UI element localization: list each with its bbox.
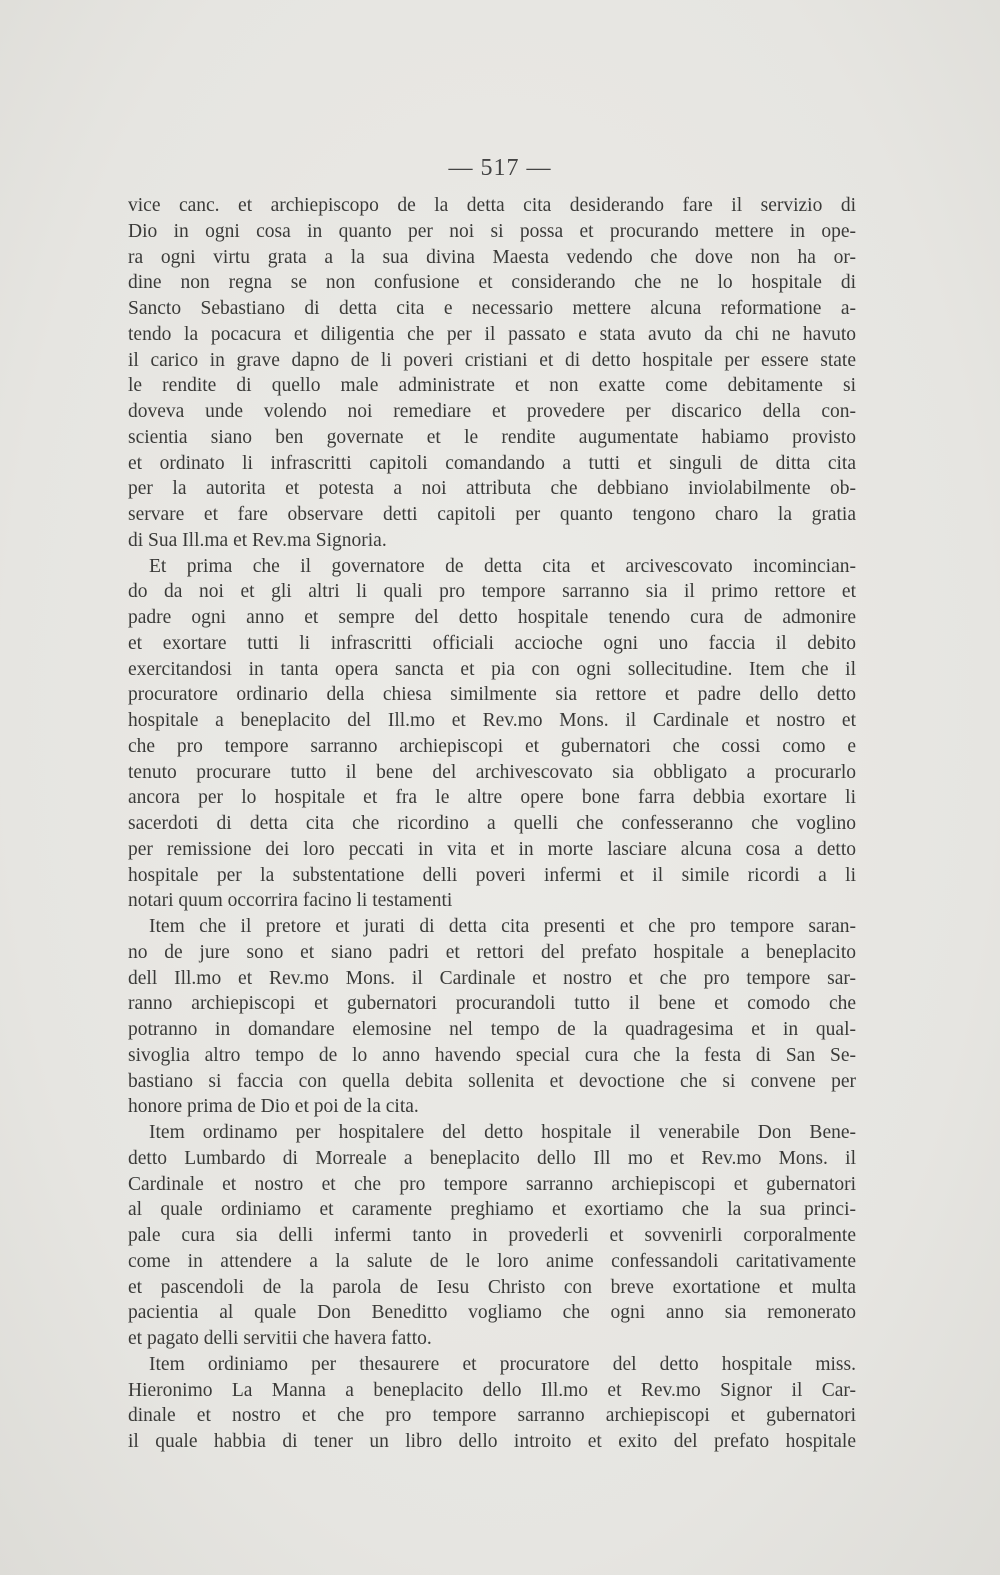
text-line: tenuto procurare tutto il bene del archivescovato sia obbligato a procurarlo — [128, 761, 856, 783]
text-line: le rendite di quello male administrate et non exatte come debitamente si — [128, 375, 856, 397]
text-line: Cardinale et nostro et che pro tempore sarranno archiepiscopi et gubernatori — [128, 1173, 856, 1195]
page-number: — 517 — — [448, 155, 552, 181]
text-line: do da noi et gli altri li quali pro tempore sarranno sia il primo rettore et — [128, 581, 856, 603]
text-line: sivoglia altro tempo de lo anno havendo special cura che la festa di San Se- — [128, 1044, 856, 1066]
text-line: hospitale per la substentatione delli poveri infermi et il simile ricordi a li — [128, 864, 856, 886]
text-line: scientia siano ben governate et le rendite augumentate habiamo provisto — [128, 426, 856, 448]
text-line: procuratore ordinario della chiesa similmente sia rettore et padre dello detto — [128, 684, 856, 706]
text-line: dinale et nostro et che pro tempore sarranno archiepiscopi et gubernatori — [128, 1405, 856, 1427]
text-line: Item ordinamo per hospitalere del detto hospitale il venerabile Don Bene- — [149, 1122, 856, 1143]
text-line: et exortare tutti li infrascritti officiali accioche ogni uno faccia il debito — [128, 632, 856, 654]
text-line: ra ogni virtu grata a la sua divina Maesta vedendo che dove non ha or- — [128, 246, 856, 268]
text-line: notari quum occorrira facino li testamenti — [128, 890, 453, 912]
text-line: per la autorita et potesta a noi attributa che debbiano inviolabilmente ob- — [128, 478, 856, 500]
text-line: et pagato delli servitii che havera fatto. — [128, 1328, 432, 1349]
text-line: bastiano si faccia con quella debita sollenita et devoctione che si convene per — [128, 1070, 856, 1092]
text-line: no de jure sono et siano padri et rettori del prefato hospitale a beneplacito — [128, 941, 856, 963]
text-line: Sancto Sebastiano di detta cita e necessario mettere alcuna reformatione a- — [128, 298, 856, 319]
text-line: di Sua Ill.ma et Rev.ma Signoria. — [128, 529, 387, 551]
text-line: dine non regna se non confusione et considerando che ne lo hospitale di — [128, 272, 856, 294]
body-text — [128, 193, 856, 1455]
text-line: Dio in ogni cosa in quanto per noi si possa et procurando mettere in ope- — [128, 220, 856, 242]
text-line: pale cura sia delli infermi tanto in provederli et sovvenirli corporalmente — [128, 1225, 856, 1246]
text-line: hospitale a beneplacito del Ill.mo et Rev.mo Mons. il Cardinale et nostro et — [128, 710, 856, 731]
text-line: il carico in grave dapno de li poveri cristiani et di detto hospitale per essere state — [128, 349, 856, 371]
text-line: come in attendere a la salute de le loro anime confessandoli caritativamente — [128, 1250, 856, 1272]
text-line: et pascendoli de la parola de Iesu Christo con breve exortatione et multa — [128, 1276, 856, 1298]
text-line: honore prima de Dio et poi de la cita. — [128, 1096, 419, 1118]
text-line: Item che il pretore et jurati di detta cita presenti et che pro tempore saran- — [149, 916, 856, 937]
text-line: per remissione dei loro peccati in vita et in morte lasciare alcuna cosa a detto — [128, 838, 856, 860]
text-line: detto Lumbardo di Morreale a beneplacito dello Ill mo et Rev.mo Mons. il — [128, 1147, 856, 1169]
text-line: il quale habbia di tener un libro dello introito et exito del prefato hospitale — [128, 1431, 856, 1452]
text-line: ancora per lo hospitale et fra le altre opere bone farra debbia exortare li — [128, 787, 856, 809]
text-line: sacerdoti di detta cita che ricordino a quelli che confesseranno che voglino — [128, 813, 856, 834]
text-line: Item ordiniamo per thesaurere et procuratore del detto hospitale miss. — [149, 1353, 856, 1375]
text-line: et ordinato li infrascritti capitoli comandando a tutti et singuli de ditta cita — [128, 452, 856, 474]
text-line: Hieronimo La Manna a beneplacito dello Ill.mo et Rev.mo Signor il Car- — [128, 1379, 856, 1401]
text-line: vice canc. et archiepiscopo de la detta cita desiderando fare il servizio di — [128, 195, 856, 216]
text-line: potranno in domandare elemosine nel tempo de la quadragesima et in qual- — [128, 1019, 856, 1040]
text-line: ranno archiepiscopi et gubernatori procurandoli tutto il bene et comodo che — [128, 993, 856, 1015]
text-line: padre ogni anno et sempre del detto hospitale tenendo cura de admonire — [128, 607, 856, 628]
text-line: doveva unde volendo noi remediare et provedere per discarico della con- — [128, 401, 856, 422]
text-line: exercitandosi in tanta opera sancta et pia con ogni sollecitudine. Item che il — [128, 658, 856, 680]
text-line: Et prima che il governatore de detta cita et arcivescovato incomincian- — [149, 555, 856, 577]
text-line: dell Ill.mo et Rev.mo Mons. il Cardinale et nostro et che pro tempore sar- — [128, 967, 856, 989]
text-line: servare et fare observare detti capitoli per quanto tengono charo la gratia — [128, 504, 856, 525]
text-line: al quale ordiniamo et caramente preghiamo et exortiamo che la sua princi- — [128, 1199, 856, 1221]
text-line: pacientia al quale Don Beneditto vogliamo che ogni anno sia remonerato — [128, 1302, 856, 1324]
text-line: che pro tempore sarranno archiepiscopi et gubernatori che cossi como e — [128, 735, 856, 757]
text-line: tendo la pocacura et diligentia che per il passato e stata avuto da chi ne havuto — [128, 323, 856, 345]
